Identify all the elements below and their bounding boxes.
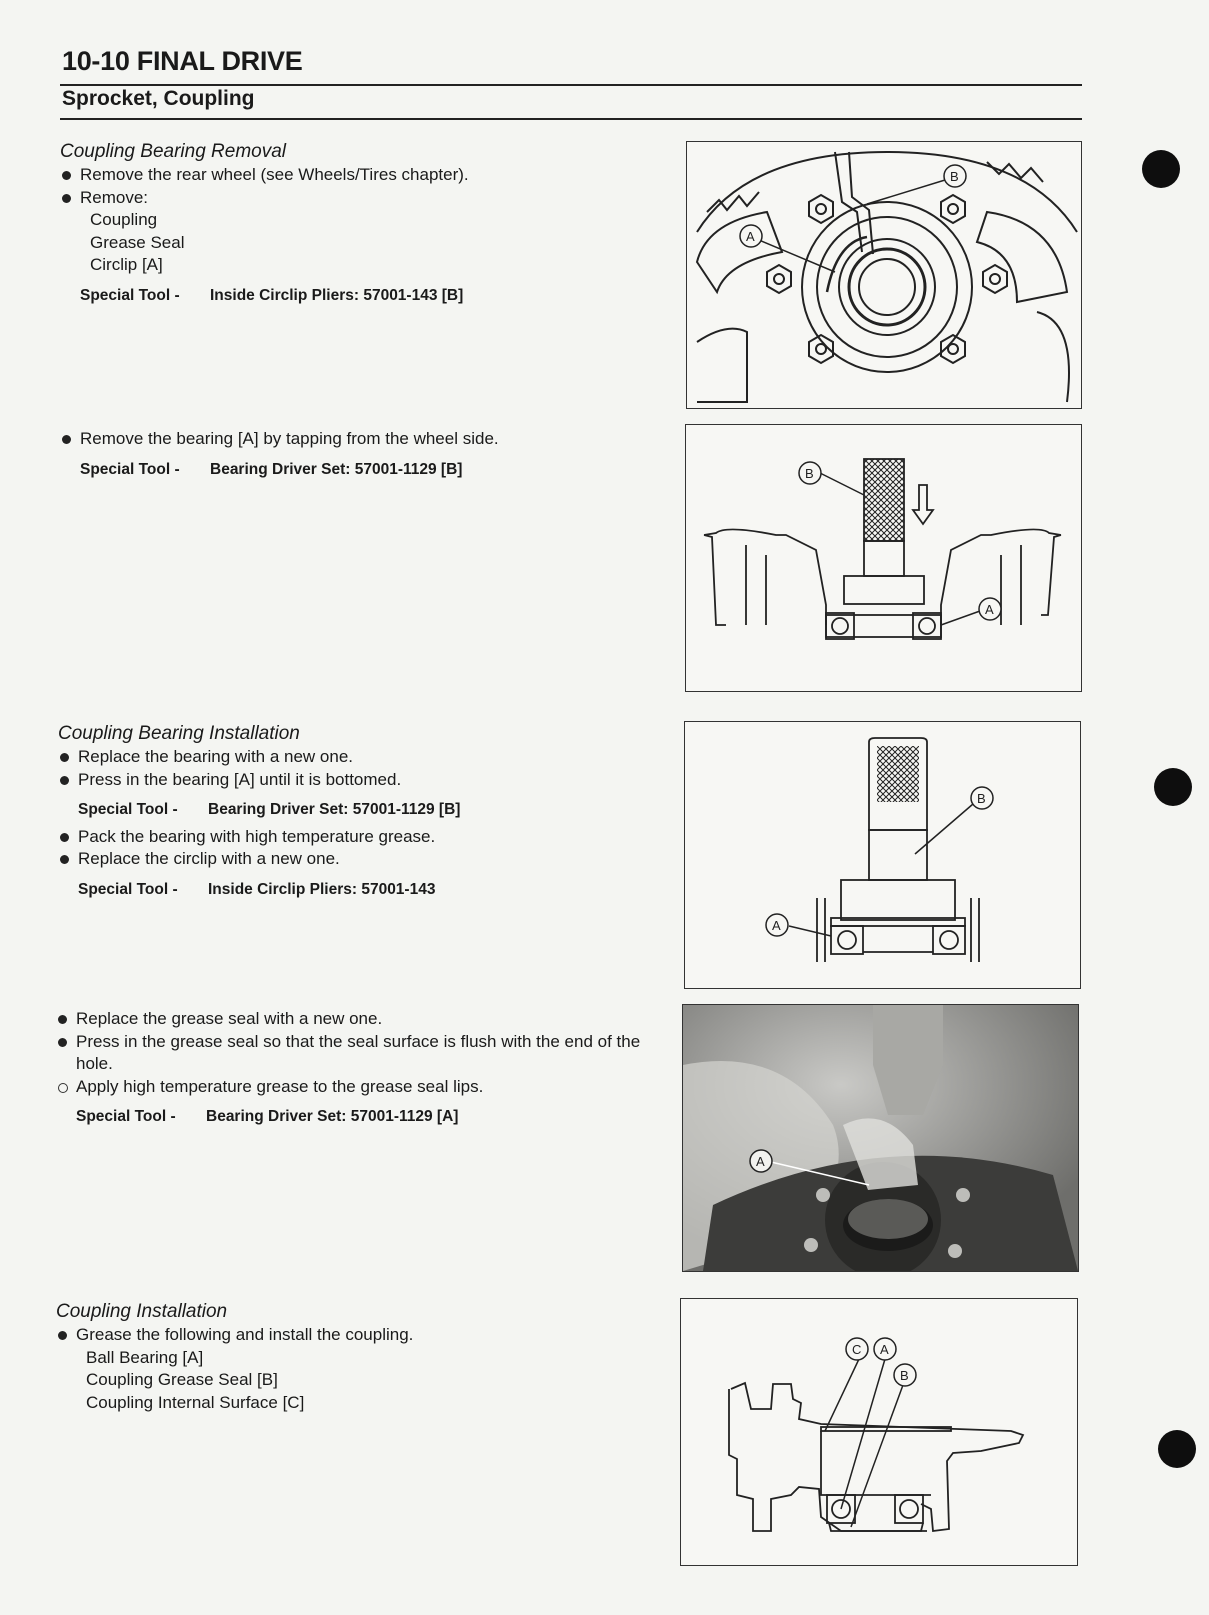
- figure-bearing-tap: [685, 424, 1082, 692]
- callout-a: A: [880, 1342, 889, 1357]
- bullet-item: Replace the grease seal with a new one.: [56, 1008, 656, 1031]
- section-grease-seal: [56, 1008, 656, 1133]
- binder-hole-mark: [1154, 768, 1192, 806]
- callout-c: C: [852, 1342, 862, 1357]
- bullet-item: Remove:: [60, 187, 640, 210]
- sub-item: Grease Seal: [90, 232, 185, 252]
- page-subtitle: Sprocket, Coupling: [62, 87, 255, 110]
- figure-circlip-removal: [686, 141, 1082, 409]
- special-tool: Special Tool - Inside Circlip Pliers: 57001-143: [78, 880, 436, 898]
- section-bearing-tap: [60, 428, 640, 485]
- bullet-item: Replace the bearing with a new one.: [58, 746, 638, 769]
- section-bearing-install: [58, 722, 638, 905]
- sub-bullet-item: Apply high temperature grease to the grease seal lips.: [56, 1076, 656, 1099]
- callout-b: B: [950, 169, 959, 184]
- section-coupling-install: [56, 1300, 636, 1414]
- callout-a: A: [985, 602, 994, 617]
- page-title: 10-10 FINAL DRIVE: [62, 46, 303, 76]
- sub-item: Coupling Internal Surface [C]: [86, 1392, 305, 1412]
- special-tool: Special Tool - Bearing Driver Set: 57001-1129 [B]: [80, 460, 463, 478]
- callout-b: B: [977, 791, 986, 806]
- sub-item: Circlip [A]: [90, 255, 163, 274]
- figure-bearing-install: [684, 721, 1081, 989]
- sub-item: Ball Bearing [A]: [86, 1347, 204, 1367]
- sub-item: Coupling: [90, 210, 158, 229]
- callout-b: B: [900, 1368, 909, 1383]
- bullet-item: Replace the circlip with a new one.: [58, 848, 638, 871]
- special-tool: Special Tool - Bearing Driver Set: 57001-1129 [B]: [78, 801, 461, 818]
- bullet-item: Press in the grease seal so that the seal surface is flush with the end of the hole.: [56, 1031, 656, 1076]
- bullet-item: Remove the rear wheel (see Wheels/Tires chapter).: [60, 164, 640, 187]
- special-tool: Special Tool - Bearing Driver Set: 57001-1129 [A]: [76, 1108, 459, 1125]
- photo-grease-seal-install: [682, 1004, 1079, 1272]
- header-rule-bottom: [60, 118, 1082, 120]
- sub-item: Coupling Grease Seal [B]: [86, 1370, 278, 1389]
- callout-a: A: [756, 1154, 765, 1169]
- binder-hole-mark: [1142, 150, 1180, 188]
- section-title: Coupling Bearing Installation: [58, 723, 300, 744]
- callout-a: A: [746, 229, 755, 244]
- bullet-item: Remove the bearing [A] by tapping from the wheel side.: [60, 428, 640, 451]
- binder-hole-mark: [1158, 1430, 1196, 1468]
- section-title: Coupling Installation: [56, 1301, 228, 1322]
- header-rule-top: [60, 84, 1082, 86]
- callout-a: A: [772, 918, 781, 933]
- section-bearing-removal: [60, 140, 640, 311]
- figure-coupling-install: [680, 1298, 1078, 1566]
- bullet-item: Pack the bearing with high temperature grease.: [58, 826, 638, 849]
- special-tool: Special Tool - Inside Circlip Pliers: 57001-143 [B]: [80, 286, 464, 304]
- section-title: Coupling Bearing Removal: [60, 141, 287, 162]
- bullet-item: Grease the following and install the coupling.: [56, 1324, 636, 1347]
- bullet-item: Press in the bearing [A] until it is bottomed.: [58, 769, 638, 792]
- callout-b: B: [805, 466, 814, 481]
